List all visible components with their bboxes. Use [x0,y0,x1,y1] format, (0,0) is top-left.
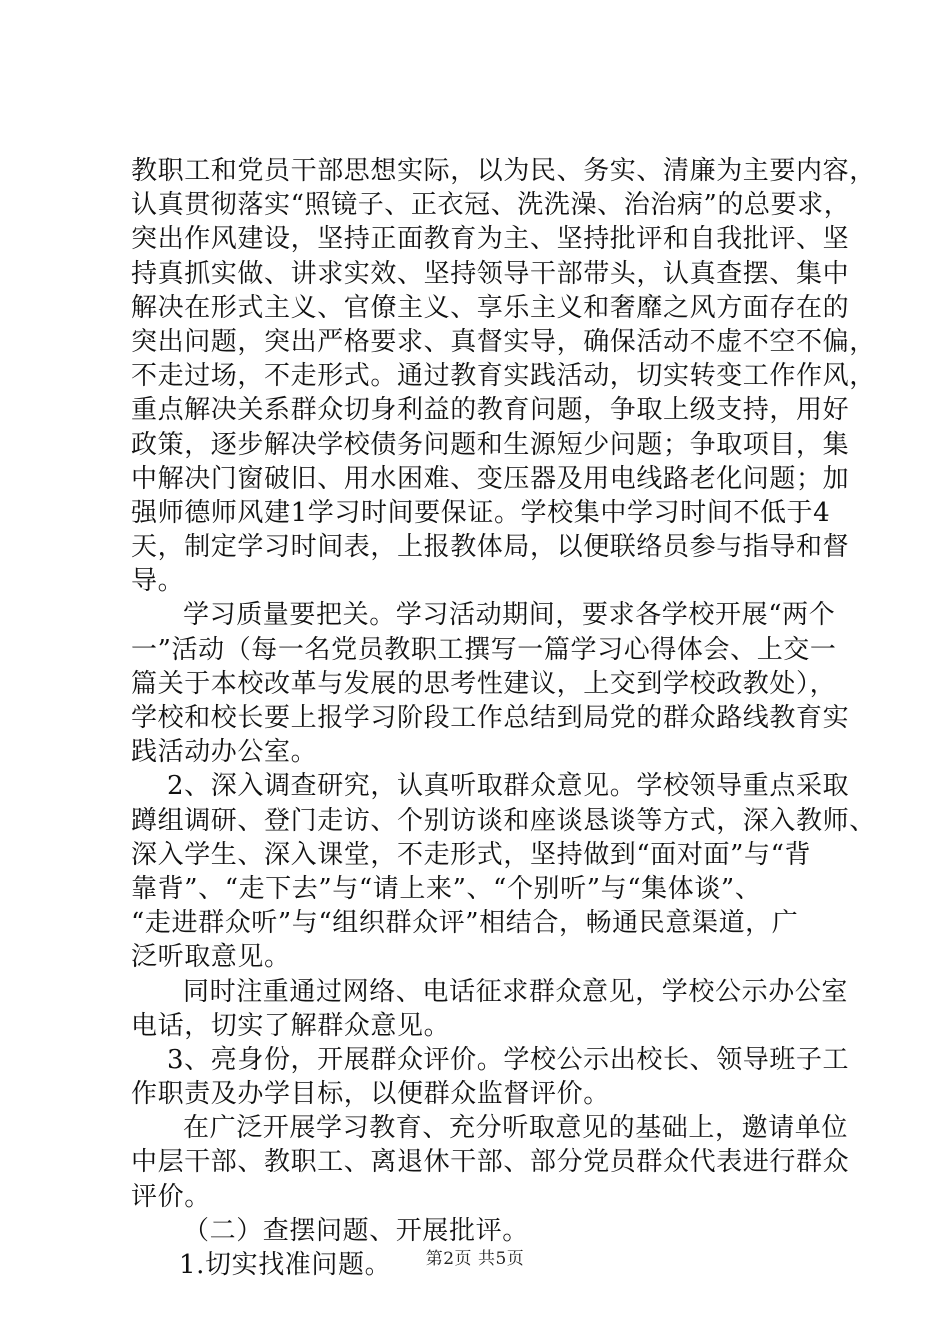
paragraph-start-line: 在广泛开展学习教育、充分听取意见的基础上，邀请单位 [183,1113,849,1144]
text-line: 解决在形式主义、官僚主义、享乐主义和奢靡之风方面存在的 [131,292,850,323]
paragraph-start-line: 学习质量要把关。学习活动期间，要求各学校开展“两个 [183,600,836,631]
text-line: 持真抓实做、讲求实效、坚持领导干部带头，认真查摆、集中 [131,258,850,289]
subsection-heading: 1.切实找准问题。 [179,1250,392,1280]
text-line: 一”活动（每一名党员教职工撰写一篇学习心得体会、上交一 [131,634,837,665]
text-line: 蹲组调研、登门走访、个别访谈和座谈恳谈等方式，深入教师、 [131,805,876,836]
text-line: 泛听取意见。 [131,942,291,973]
text-line: 电话，切实了解群众意见。 [131,1010,451,1041]
text-line: 天，制定学习时间表，上报教体局，以便联络员参与指导和督 [131,532,850,563]
text-line: 中解决门窗破旧、用水困难、变压器及用电线路老化问题；加 [131,463,850,494]
text-line: 强师德师风建1学习时间要保证。学校集中学习时间不低于4 [131,497,831,528]
page-footer [0,1249,950,1269]
text-line: 中层干部、教职工、离退休干部、部分党员群众代表进行群众 [131,1147,850,1178]
text-line: 深入学生、深入课堂，不走形式，坚持做到“面对面”与“背 [131,839,812,870]
page-indicator: 第2页 共5页 [425,1249,525,1269]
text-line: 突出问题，突出严格要求、真督实导，确保活动不虚不空不偏， [131,326,876,357]
text-line: 导。 [131,566,185,597]
text-line: 靠背”、“走下去”与“请上来”、“个别听”与“集体谈”、 [131,873,762,904]
text-line: 践活动办公室。 [131,737,318,768]
text-line: 政策，逐步解决学校债务问题和生源短少问题；争取项目，集 [131,429,850,460]
text-line: 重点解决关系群众切身利益的教育问题，争取上级支持，用好 [131,395,850,426]
text-line: 学校和校长要上报学习阶段工作总结到局党的群众路线教育实 [131,703,850,733]
document-body [131,154,876,1282]
text-line: 不走过场，不走形式。通过教育实践活动，切实转变工作作风， [131,361,876,392]
section-heading: （二）查摆问题、开展批评。 [183,1215,529,1246]
paragraph-start-line: 同时注重通过网络、电话征求群众意见，学校公示办公室 [183,976,849,1007]
text-line: 作职责及办学目标，以便群众监督评价。 [131,1079,610,1110]
text-line: 评价。 [131,1181,211,1212]
text-line: 突出作风建设，坚持正面教育为主、坚持批评和自我批评、坚 [131,224,850,255]
text-line: 篇关于本校改革与发展的思考性建议，上交到学校政教处）， [131,668,837,699]
text-line: 教职工和党员干部思想实际，以为民、务实、清廉为主要内容， [131,156,876,186]
text-line: 认真贯彻落实“照镜子、正衣冠、洗洗澡、治治病”的总要求， [131,190,851,221]
paragraph-start-line: 2、深入调查研究，认真听取群众意见。学校领导重点采取 [167,771,850,802]
text-line: “走进群众听”与“组织群众评”相结合，畅通民意渠道，广 [131,908,799,939]
paragraph-start-line: 3、亮身份，开展群众评价。学校公示出校长、领导班子工 [167,1044,850,1075]
